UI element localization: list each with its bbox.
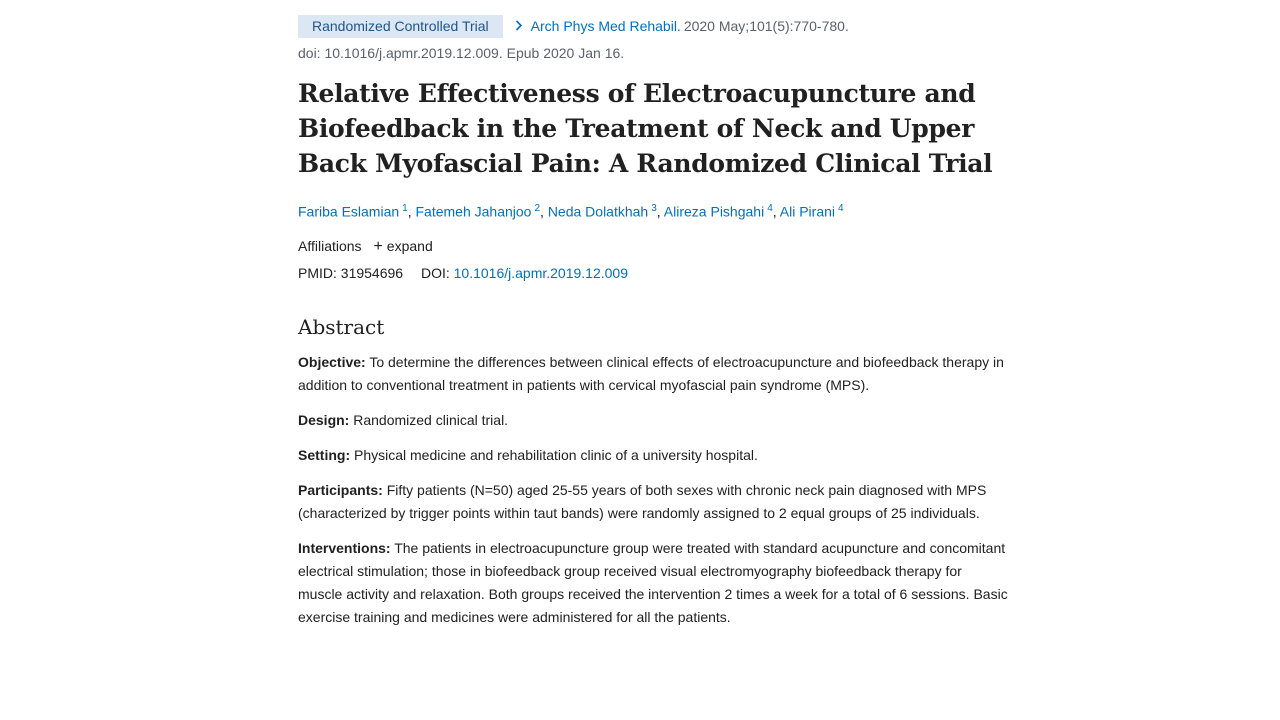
title-line: Biofeedback in the Treatment of Neck and Upper	[298, 114, 975, 143]
expand-label: expand	[386, 237, 433, 254]
abstract-heading: Abstract	[298, 314, 385, 339]
author-list: Fariba Eslamian $^1$, Fatemeh Jahanjoo $^2$, Neda Dolatkhah $^3$, Alireza Pishgahi $^4$, Ali Pirani $^4$	[298, 203, 844, 220]
author-link[interactable]: Neda Dolatkhah	[547, 203, 649, 220]
doi-link[interactable]: 10.1016/j.apmr.2019.12.009	[453, 264, 629, 281]
journal-link[interactable]	[515, 18, 681, 34]
abstract-body	[298, 351, 1008, 629]
citation-text: 2020 May;101(5):770-780.	[683, 18, 849, 34]
section-text: Fifty patients (N=50) aged 25-55 years of both sexes with chronic neck pain diagnosed with MPS (characterized by trigger points within taut bands) were randomly assigned to 2 equal groups of 25 individuals.	[298, 481, 987, 521]
pmid-label: PMID:	[298, 264, 337, 281]
section-text: To determine the differences between clinical effects of electroacupuncture and biofeedback therapy in addition to conventional treatment in patients with cervical myofascial pain syndrome (MPS).	[298, 353, 1004, 393]
abstract-section	[298, 351, 1008, 397]
section-label: Objective:	[298, 353, 366, 370]
affiliation-ref[interactable]: 2	[534, 203, 541, 214]
section-label: Interventions:	[298, 539, 391, 556]
affiliation-ref[interactable]: 4	[767, 203, 773, 214]
section-label: Setting:	[298, 446, 351, 463]
author-link[interactable]: Fatemeh Jahanjoo	[415, 203, 532, 220]
affiliations-expand-button[interactable]	[365, 238, 432, 254]
identifiers-row	[298, 263, 1008, 283]
title-line: Back Myofascial Pain: A Randomized Clinical Trial	[298, 149, 993, 178]
author-link[interactable]: Alireza Pishgahi	[663, 203, 765, 220]
affiliation-ref[interactable]: 4	[838, 203, 844, 214]
section-label: Design:	[298, 411, 350, 428]
article-page	[298, 14, 1008, 629]
affiliations-row	[298, 236, 1008, 257]
abstract-section	[298, 479, 1008, 525]
affiliations-label: Affiliations	[298, 237, 362, 254]
journal-name[interactable]: Arch Phys Med Rehabil.	[530, 18, 681, 34]
author-link[interactable]: Ali Pirani	[779, 203, 836, 220]
doi-label: DOI:	[420, 264, 450, 281]
abstract-section	[298, 409, 1008, 432]
abstract-section	[298, 537, 1008, 629]
section-label: Participants:	[298, 481, 383, 498]
author-link[interactable]: Fariba Eslamian	[298, 203, 400, 220]
section-text: The patients in electroacupuncture group were treated with standard acupuncture and concomitant electrical stimulation; those in biofeedback group received visual electromyography biofeedback therapy for muscle activity and relaxation. Both groups received the intervention 2 times a week for a total of 6 sessions. Basic exercise training and medicines were administered for all the patients.	[298, 539, 1008, 625]
article-title	[298, 76, 1008, 181]
abstract-section	[298, 444, 1008, 467]
pmid-value: 31954696	[340, 264, 404, 281]
affiliation-ref[interactable]: 1	[402, 203, 408, 214]
doi-epub-line: doi: 10.1016/j.apmr.2019.12.009. Epub 2020 Jan 16.	[298, 45, 625, 61]
affiliation-ref[interactable]: 3	[651, 203, 657, 214]
section-text: Randomized clinical trial.	[353, 411, 509, 428]
plus-icon: +	[373, 237, 383, 255]
publication-type-badge[interactable]: Randomized Controlled Trial	[298, 15, 503, 38]
publication-meta-row	[298, 14, 1008, 38]
chevron-right-icon	[515, 18, 523, 34]
title-line: Relative Effectiveness of Electroacupuncture and	[298, 79, 976, 108]
section-text: Physical medicine and rehabilitation clinic of a university hospital.	[354, 446, 758, 463]
